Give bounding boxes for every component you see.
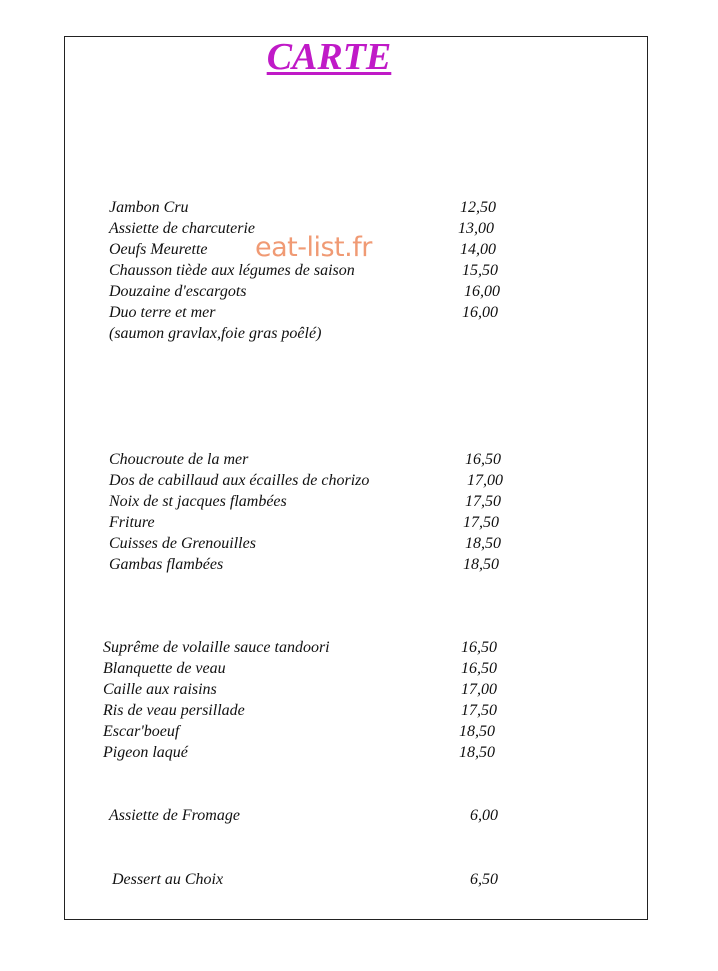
menu-item-price: 13,00 <box>458 220 494 237</box>
menu-item-price: 16,00 <box>464 283 500 300</box>
menu-item-price: 6,00 <box>470 807 498 824</box>
menu-item-price: 16,50 <box>461 660 497 677</box>
menu-item-price: 17,00 <box>461 681 497 698</box>
menu-item-name: Assiette de charcuterie <box>109 220 256 237</box>
menu-item-price: 16,50 <box>461 639 497 656</box>
menu-item-name: Escar'boeuf <box>103 723 180 740</box>
menu-item-name: Oeufs Meurette <box>109 241 208 258</box>
menu-item-price: 6,50 <box>470 871 498 888</box>
menu-item-price: 15,50 <box>462 262 498 279</box>
menu-item-price: 17,50 <box>465 493 501 510</box>
menu-item-name: Noix de st jacques flambées <box>109 493 287 510</box>
menu-item-price: 17,50 <box>461 702 497 719</box>
menu-item-price: 18,50 <box>465 535 501 552</box>
menu-item-price: 16,50 <box>465 451 501 468</box>
menu-item-name: Dos de cabillaud aux écailles de chorizo <box>109 472 370 489</box>
menu-item-name: (saumon gravlax,foie gras poêlé) <box>109 325 322 342</box>
menu-item-price: 12,50 <box>460 199 496 216</box>
menu-item-name: Caille aux raisins <box>103 681 217 698</box>
menu-item-name: Cuisses de Grenouilles <box>109 535 256 552</box>
menu-item-price: 14,00 <box>460 241 496 258</box>
menu-item-name: Suprême de volaille sauce tandoori <box>103 639 330 656</box>
menu-item-name: Assiette de Fromage <box>109 807 240 824</box>
page-title: CARTE <box>266 36 392 78</box>
menu-item-price: 16,00 <box>462 304 498 321</box>
menu-item-name: Dessert au Choix <box>112 871 224 888</box>
menu-item-price: 18,50 <box>459 744 495 761</box>
watermark-logo: eat-list.fr <box>255 232 372 263</box>
menu-item-name: Blanquette de veau <box>103 660 226 677</box>
menu-item-name: Gambas flambées <box>109 556 224 573</box>
menu-item-price: 17,00 <box>467 472 503 489</box>
menu-item-name: Douzaine d'escargots <box>109 283 247 300</box>
menu-item-price: 18,50 <box>459 723 495 740</box>
menu-item-name: Jambon Cru <box>109 199 189 216</box>
menu-item-name: Choucroute de la mer <box>109 451 249 468</box>
menu-item-name: Duo terre et mer <box>109 304 216 321</box>
menu-item-name: Pigeon laqué <box>103 744 188 761</box>
menu-item-name: Chausson tiède aux légumes de saison <box>109 262 355 279</box>
menu-item-price: 18,50 <box>463 556 499 573</box>
menu-item-name: Ris de veau persillade <box>103 702 245 719</box>
menu-item-name: Friture <box>109 514 155 531</box>
menu-item-price: 17,50 <box>463 514 499 531</box>
